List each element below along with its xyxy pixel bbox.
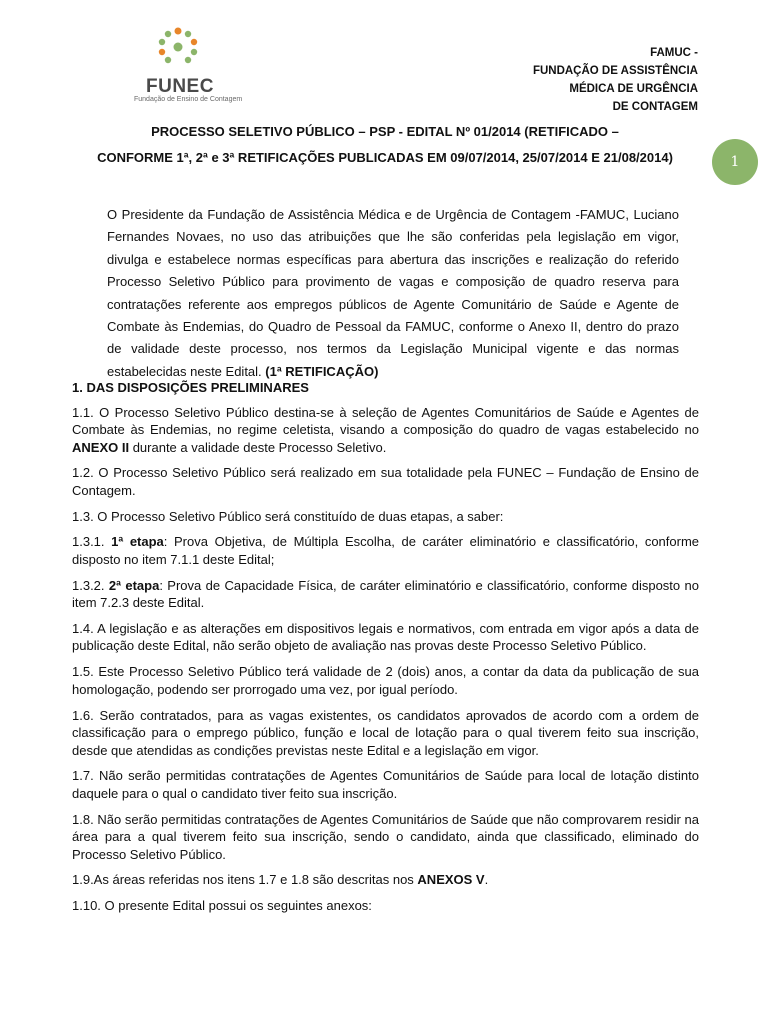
organization-header	[533, 44, 698, 116]
item-1-3-1: 1.3.1. 1ª etapa: Prova Objetiva, de Múltipla Escolha, de caráter eliminatório e classificatório, conforme disposto no item 7.1.1 deste Edital;	[72, 534, 700, 567]
funec-emblem-icon	[148, 26, 208, 76]
funec-logo	[128, 26, 243, 106]
intro-retification-note: (1ª RETIFICAÇÃO)	[265, 363, 379, 379]
intro-text: O Presidente da Fundação de Assistência Médica e de Urgência de Contagem -FAMUC, Luciano Fernandes Novaes, no uso das atribuições que lhe são conferidas pela legislação em vigor, divulga e estabelece normas específicas para abertura das inscrições e realização do referido Processo Seletivo Público para provimento de vagas e composição de quadro reserva para contratações referente aos empregos públicos de Agente Comunitário de Saúde e Agente de Combate às Endemias, do Quadro de Pessoal da FAMUC, conforme o Anexo II, dentro do prazo de validade deste processo, nos termos da Legislação Municipal vigente e das normas estabelecidas neste Edital.	[107, 207, 679, 379]
org-line: DE CONTAGEM	[612, 101, 698, 113]
intro-paragraph	[107, 204, 679, 383]
section-preliminary-provisions	[72, 379, 699, 923]
org-line: MÉDICA DE URGÊNCIA	[569, 83, 698, 95]
org-line: FUNDAÇÃO DE ASSISTÊNCIA	[532, 65, 698, 77]
item-1-3-2: 1.3.2. 2ª etapa: Prova de Capacidade Física, de caráter eliminatório e classificatório, conforme disposto no item 7.2.3 deste Edital.	[72, 577, 699, 611]
item-1-9: 1.9.As áreas referidas nos itens 1.7 e 1.8 são descritas nos ANEXOS V.	[72, 872, 489, 888]
section-heading: 1. DAS DISPOSIÇÕES PRELIMINARES	[72, 380, 309, 395]
item-1-3: 1.3. O Processo Seletivo Público será constituído de duas etapas, a saber:	[72, 508, 504, 524]
item-1-1: 1.1. O Processo Seletivo Público destina-se à seleção de Agentes Comunitários de Saúde e Agentes de Combate às Endemias, no regime celetista, visando a composição do quadro de vagas estabelecido no ANEXO II durante a validade deste Processo Seletivo.	[72, 404, 699, 455]
logo-name: FUNEC	[146, 76, 214, 97]
org-line: FAMUC -	[650, 47, 698, 59]
edital-title-line2: CONFORME 1ª, 2ª e 3ª RETIFICAÇÕES PUBLICADAS EM 09/07/2014, 25/07/2014 E 21/08/2014)	[97, 150, 673, 165]
item-1-4: 1.4. A legislação e as alterações em dispositivos legais e normativos, com entrada em vigor após a data de publicação deste Edital, não serão objeto de avaliação nas provas deste Processo Seletivo Público.	[72, 620, 699, 654]
edital-title-line1: PROCESSO SELETIVO PÚBLICO – PSP - EDITAL Nº 01/2014 (RETIFICADO –	[151, 124, 619, 139]
item-1-7: 1.7. Não serão permitidas contratações de Agentes Comunitários de Saúde para local de lotação distinto daquele para o qual o candidato tiver feito sua inscrição.	[72, 768, 699, 801]
logo-subtitle: Fundação de Ensino de Contagem	[134, 96, 243, 103]
item-1-8: 1.8. Não serão permitidas contratações de Agentes Comunitários de Saúde que não comprovarem residir na área para a qual tiverem feito sua inscrição, sendo o candidato, ainda que classificado, eliminado do Processo Seletivo Público.	[72, 811, 699, 862]
page-number-badge: 1	[712, 139, 758, 185]
item-1-5: 1.5. Este Processo Seletivo Público terá validade de 2 (dois) anos, a contar da data da publicação de sua homologação, podendo ser prorrogado uma vez, por igual período.	[72, 664, 699, 697]
item-1-2: 1.2. O Processo Seletivo Público será realizado em sua totalidade pela FUNEC – Fundação de Ensino de Contagem.	[72, 465, 699, 498]
item-1-10: 1.10. O presente Edital possui os seguintes anexos:	[72, 898, 372, 914]
item-1-6: 1.6. Serão contratados, para as vagas existentes, os candidatos aprovados de acordo com a ordem de classificação para o emprego público, função e local de lotação para o qual tiverem feito sua inscrição, desde que atendidas as condições previstas neste Edital e a legislação em vigor.	[72, 707, 699, 758]
